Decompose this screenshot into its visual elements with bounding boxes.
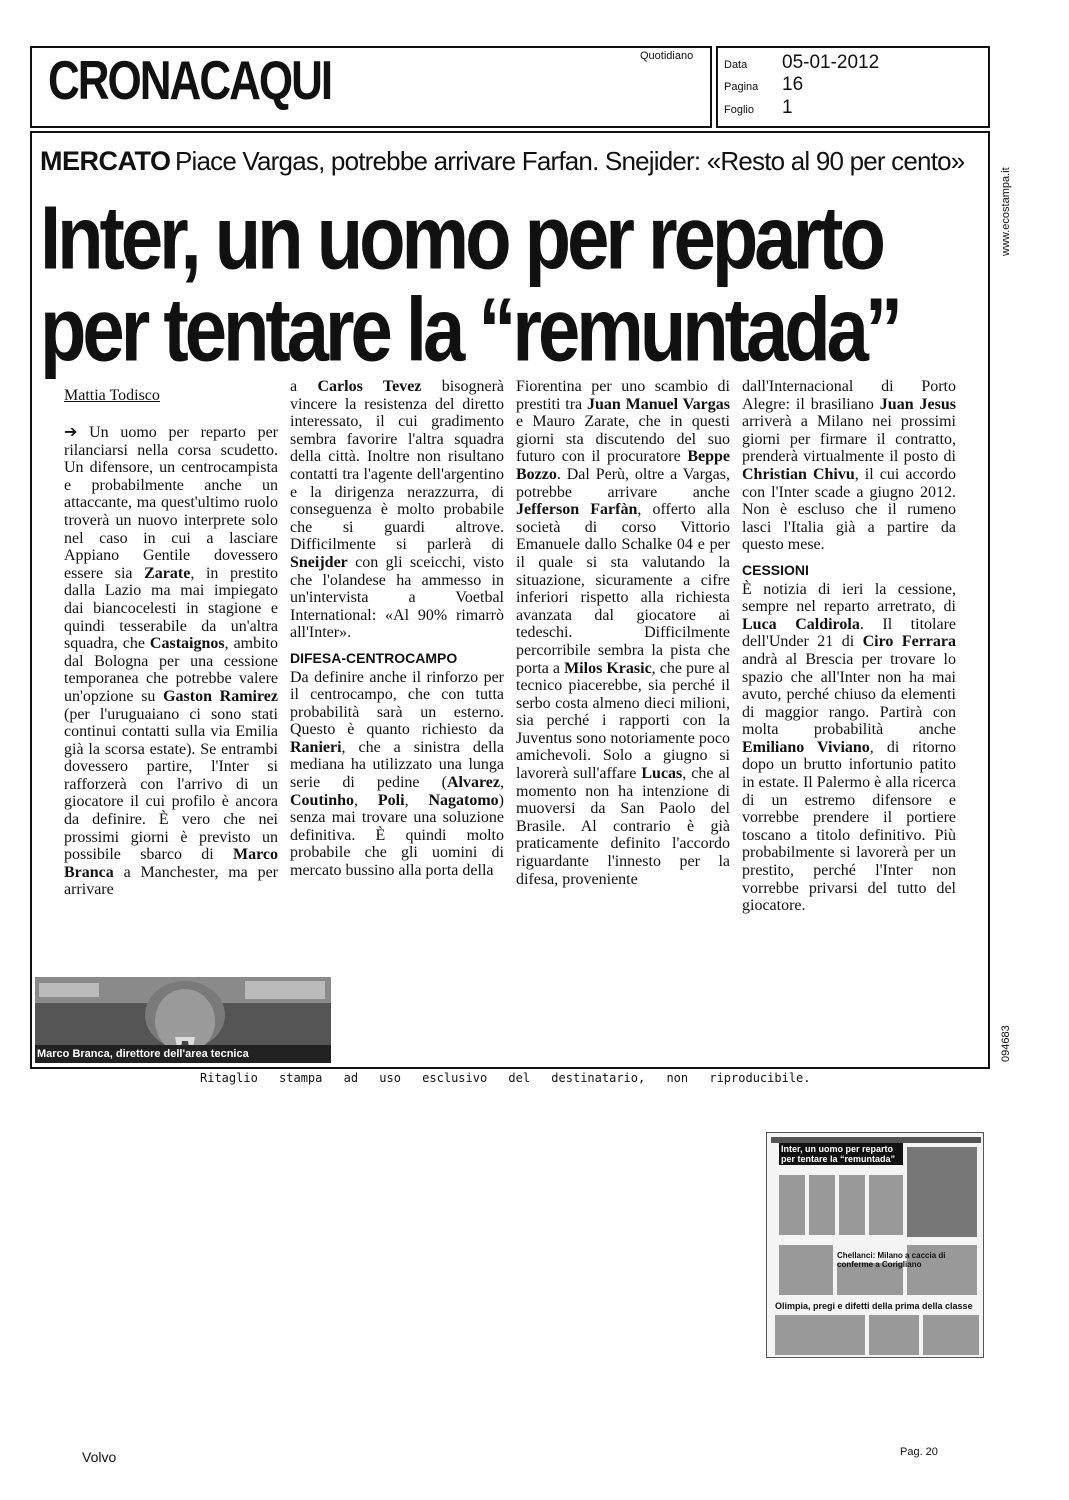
pagina-value: 16 [782,74,804,95]
data-value: 05-01-2012 [782,52,880,73]
kicker [40,146,964,177]
kicker-label: MERCATO [40,146,171,176]
headline-line-1: Inter, un uomo per reparto [40,188,882,289]
bold-name: Coutinho [290,791,355,809]
bold-name: Ranieri [290,738,342,756]
bold-name: Juan Jesus [879,395,956,413]
foglio-value: 1 [782,97,793,118]
meta-pagina-row [724,74,803,96]
kicker-text: Piace Vargas, potrebbe arrivare Farfan. Snejider: «Resto al 90 per cento» [174,146,965,176]
masthead-logo: CRONACAQUI [48,50,332,112]
website-vertical: www.ecostampa.it [1000,167,1012,256]
column-1 [64,424,278,899]
bold-name: Sneijder [290,553,348,571]
column-4 [742,378,956,915]
column-1-text: ➔ Un uomo per reparto per rilanciarsi nella corsa scudetto. Un difensore, un centrocampista e probabilmente anche un attaccante, ma quest'ultimo ruolo troverà un nuovo interprete solo nel caso in cui a lasciare Appiano Gentile dovessero essere sia Zarate, in prestito dalla Lazio ma mai impiegato dai biancocelesti in stagione e quindi tesserabile da un'altra squadra, che Castaignos, ambito dal Bologna per una cessione temporanea che potrebbe valere un'opzione su Gaston Ramirez (per l'uruguaiano ci sono stati continui contatti sulla via Emilia già la scorsa estate). Se entrambi dovessero partire, l'Inter si rafforzerà con l'arrivo di un giocatore il cui profilo è ancora da definire. È vero che nei prossimi giorni è previsto un possibile sbarco di Marco Branca a Manchester, ma per arrivare [64,424,278,899]
foglio-label: Foglio [724,104,754,116]
thumbnail-story-3: Olimpia, pregi e difetti della prima della classe [775,1301,973,1311]
bold-name: Castaignos [149,635,225,653]
bold-name: Emiliano Viviano [742,738,870,756]
photo-caption: Marco Branca, direttore dell'area tecnica [37,1048,249,1060]
bold-name: Lucas [641,765,683,783]
meta-foglio-row [724,97,793,119]
page-thumbnail [766,1132,984,1358]
pagina-label: Pagina [724,81,759,93]
column-2-text-b: Da definire anche il rinforzo per il centrocampo, che con tutta probabilità sarà un esterno. Questo è quanto richiesto da Ranieri, che a sinistra della mediana ha utilizzato una lunga serie di pedine (Alvarez, Coutinho, Poli, Nagatomo) senza mai trovare una soluzione definitiva. È quindi molto probabile che gli uomini di mercato bussino alla porta della [290,668,504,880]
column-3 [516,378,730,888]
bold-name: Nagatomo [428,791,499,809]
subhead-difesa: DIFESA-CENTROCAMPO [290,649,458,666]
bold-name: Beppe Bozzo [516,448,730,483]
byline: Mattia Todisco [64,387,160,404]
meta-data-row [724,52,879,74]
thumbnail-story-2: Chellanci: Milano a caccia di conferme a Corigliano [837,1251,946,1269]
column-3-text: Fiorentina per uno scambio di prestiti tra Juan Manuel Vargas e Mauro Zarate, che in questi giorni sta discutendo del suo futuro con il procuratore Beppe Bozzo. Dal Perù, oltre a Vargas, potrebbe arrivare anche Jefferson Farfàn, offerto alla società di corso Vittorio Emanuele dallo Schalke 04 e per il quale si sta valutando la situazione, sicuramente a cifre inferiori rispetto alla richiesta avanzata dal giocatore ai tedeschi. Difficilmente percorribile sembra la pista che porta a Milos Krasic, che pure al tecnico piacerebbe, sia perché il serbo costa almeno dieci milioni, sia perché i rapporti con la Juventus sono notoriamente poco amichevoli. Solo a giugno si lavorerà sull'affare Lucas, che al momento non ha intenzione di muoversi da San Paolo del Brasile. Al contrario è già praticamente definito l'accordo riguardante l'innesto per la difesa, proveniente [516,378,730,888]
column-4-text-a: dall'Internacional di Porto Alegre: il brasiliano Juan Jesus arriverà a Milano nei prossimi giorni per firmare il contratto, prenderà virtualmente il posto di Christian Chivu, il cui accordo con l'Inter scade a giugno 2012. Non è escluso che il rumeno lasci l'Italia già a partire da questo mese. [742,378,956,554]
quotidiano-label: Quotidiano [640,50,694,62]
column-4-text-b: È notizia di ieri la cessione, sempre nel reparto arretrato, di Luca Caldirola. Il titolare dell'Under 21 di Ciro Ferrara andrà al Brescia per trovare lo spazio che all'Inter non ha mai avuto, perché chiuso da elementi di maggior rango. Partirà con molta probabilità anche Emiliano Viviano, di ritorno dopo un brutto infortunio patito in estate. Il Palermo è alla ricerca di un estremo difensore e vorrebbe prendere il portiere toscano a titolo definitivo. Più probabilmente si lavorerà per un prestito, perché l'Inter non vorrebbe privarsi del tutto del giocatore. [742,580,956,915]
bold-name: Christian Chivu [742,465,855,483]
bold-name: Carlos Tevez [317,378,422,395]
page-number: Pag. 20 [900,1446,938,1458]
subhead-cessioni: CESSIONI [742,561,809,578]
column-2 [290,378,504,880]
bold-name: Gaston Ramirez [163,687,278,705]
bold-name: Poli [377,791,405,809]
bold-name: Ciro Ferrara [862,633,956,651]
bold-name: Marco Branca [64,846,278,881]
column-2-text-a: a Carlos Tevez bisognerà vincere la resistenza del diretto interessato, il cui gradimento sembra favorire l'altra squadra della città. Inoltre non risultano contatti tra l'agente dell'argentino e la dirigenza nerazzurra, di conseguenza è molto probabile che si guardi altrove. Difficilmente si parlerà di Sneijder con gli sceicchi, visto che l'olandese ha ammesso in un'intervista a Voetbal International: «Al 90% rimarrò all'Inter». [290,378,505,642]
bold-name: Alvarez [446,774,500,792]
headline-line-2: per tentare la “remuntada” [40,280,899,381]
thumbnail-layout [767,1133,984,1358]
bold-name: Juan Manuel Vargas [586,395,730,413]
bold-name: Milos Krasic [564,659,652,677]
bold-name: Jefferson Farfàn [516,501,638,519]
clipping-notice: Ritaglio stampa ad uso esclusivo del destinatario, non riproducibile. [200,1071,811,1085]
data-label: Data [724,59,748,71]
bold-name: Zarate [144,564,191,582]
clip-code-vertical: 094683 [1000,1025,1012,1062]
client-brand: Volvo [82,1449,117,1465]
thumbnail-headline: Inter, un uomo per reparto per tentare la “remuntada” [779,1143,903,1165]
bold-name: Luca Caldirola [742,615,860,633]
